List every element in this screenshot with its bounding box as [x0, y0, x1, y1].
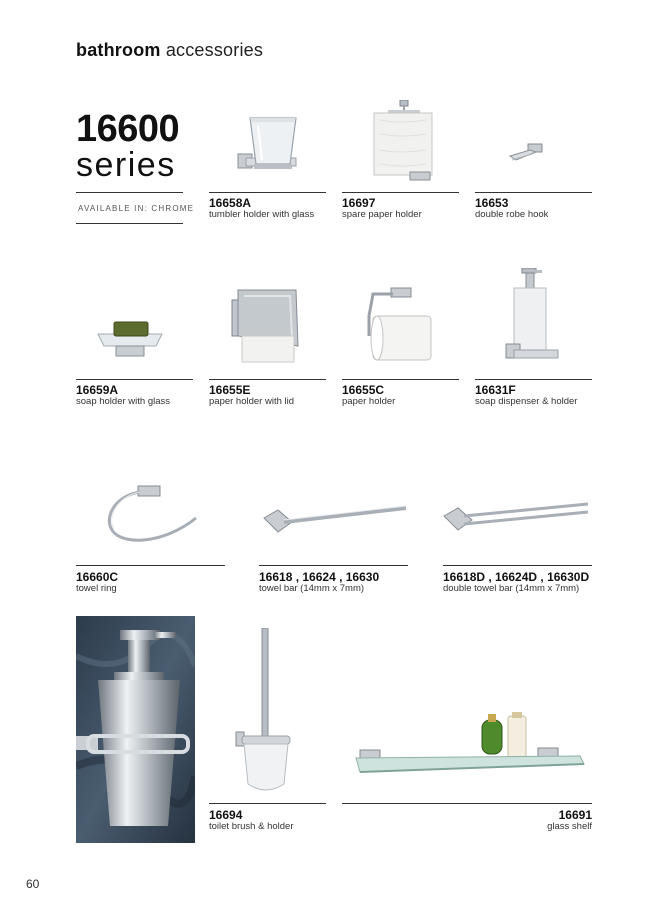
product-rule-16691	[342, 803, 592, 804]
paper-holder-lid-icon	[230, 286, 302, 364]
product-code-16659a: 16659A	[76, 383, 119, 397]
header-bold: bathroom	[76, 40, 161, 60]
product-rule-16660c	[76, 565, 225, 566]
availability-note: AVAILABLE IN: CHROME	[78, 204, 195, 213]
tumbler-holder-icon	[234, 112, 306, 180]
product-rule-16618	[259, 565, 408, 566]
double-towel-bar-icon	[442, 500, 590, 538]
product-desc-16655c: paper holder	[342, 396, 396, 407]
product-code-16691: 16691	[558, 808, 592, 822]
product-rule-16659a	[76, 379, 193, 380]
product-desc-16653: double robe hook	[475, 209, 549, 220]
product-code-16655c: 16655C	[342, 383, 385, 397]
product-desc-16631f: soap dispenser & holder	[475, 396, 578, 407]
paper-holder-icon	[365, 286, 437, 364]
toilet-brush-icon	[234, 628, 296, 798]
series-rule-top	[76, 192, 183, 193]
soap-holder-icon	[96, 316, 164, 360]
product-code-16697: 16697	[342, 196, 376, 210]
product-code-16694: 16694	[209, 808, 243, 822]
product-rule-16618d	[443, 565, 592, 566]
spare-paper-holder-icon	[370, 100, 440, 188]
product-rule-16655c	[342, 379, 459, 380]
product-desc-16618: towel bar (14mm x 7mm)	[259, 583, 365, 594]
product-desc-16659a: soap holder with glass	[76, 396, 170, 407]
soap-dispenser-icon	[502, 268, 562, 368]
product-rule-16631f	[475, 379, 592, 380]
robe-hook-icon	[506, 142, 546, 166]
product-rule-16655e	[209, 379, 326, 380]
product-code-16631f: 16631F	[475, 383, 516, 397]
series-number: 16600	[76, 108, 180, 150]
product-desc-16660c: towel ring	[76, 583, 117, 594]
series-rule-bottom	[76, 223, 183, 224]
product-desc-16658a: tumbler holder with glass	[209, 209, 315, 220]
towel-ring-icon	[104, 484, 202, 548]
product-desc-16697: spare paper holder	[342, 209, 422, 220]
product-desc-16618d: double towel bar (14mm x 7mm)	[443, 583, 580, 594]
product-code-16658a: 16658A	[209, 196, 252, 210]
product-code-16653: 16653	[475, 196, 509, 210]
product-desc-16694: toilet brush & holder	[209, 821, 294, 832]
product-code-16655e: 16655E	[209, 383, 251, 397]
product-desc-16655e: paper holder with lid	[209, 396, 295, 407]
product-rule-16694	[209, 803, 326, 804]
product-desc-16691: glass shelf	[547, 821, 592, 832]
series-word: series	[76, 146, 176, 184]
towel-bar-icon	[262, 504, 408, 538]
product-code-16618: 16618 , 16624 , 16630	[259, 570, 380, 584]
page-header	[76, 40, 263, 61]
product-code-16660c: 16660C	[76, 570, 119, 584]
header-light: accessories	[165, 40, 264, 60]
product-rule-16697	[342, 192, 459, 193]
product-rule-16653	[475, 192, 592, 193]
product-rule-16658a	[209, 192, 326, 193]
page-number: 60	[26, 877, 40, 891]
glass-shelf-icon	[352, 712, 588, 778]
soap-dispenser-lifestyle-photo	[76, 616, 195, 843]
product-code-16618d: 16618D , 16624D , 16630D	[443, 570, 590, 584]
